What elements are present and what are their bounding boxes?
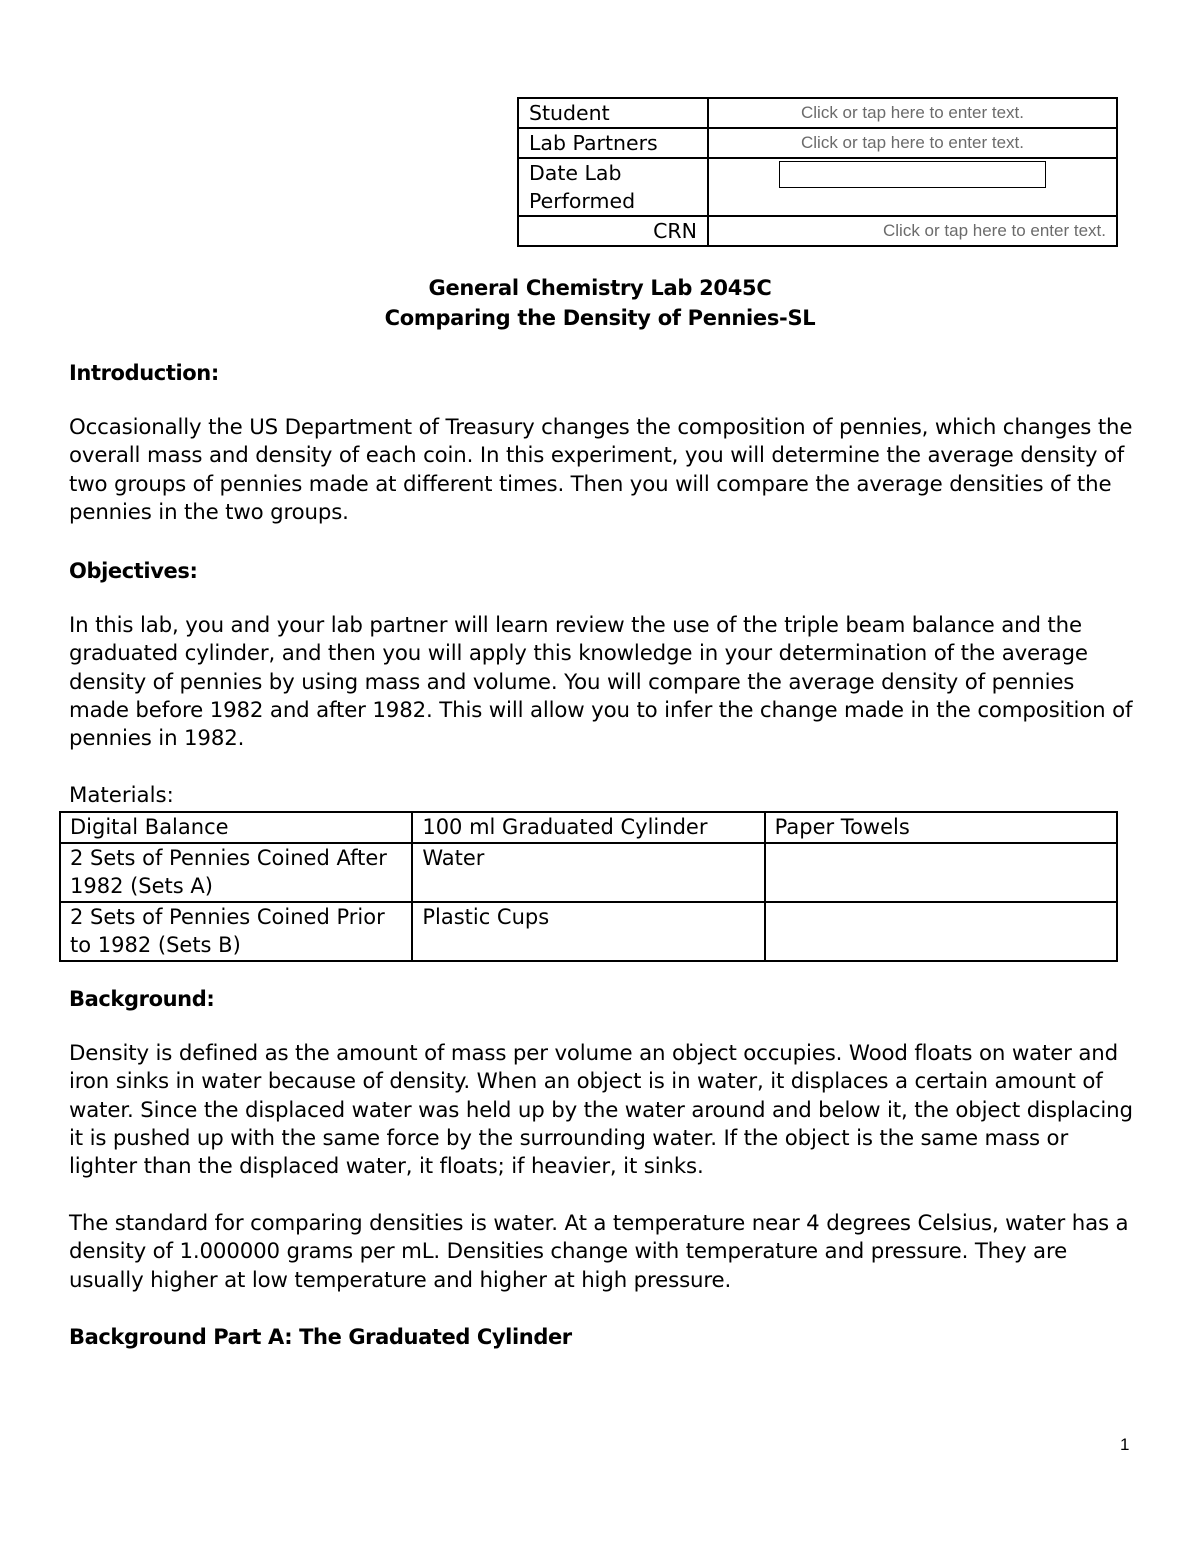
date-label-line1: Date Lab [529,161,622,185]
table-cell [765,902,1117,961]
table-cell [765,843,1117,902]
table-cell: Paper Towels [765,812,1117,843]
table-cell: Water [412,843,764,902]
materials-table [59,811,1118,962]
crn-label: CRN [518,216,708,246]
date-label-line2: Performed [529,189,636,213]
background-part-a-heading: Background Part A: The Graduated Cylinder [69,1325,572,1349]
table-cell: 100 ml Graduated Cylinder [412,812,764,843]
table-cell: 2 Sets of Pennies Coined Prior to 1982 (Sets B) [60,902,412,961]
table-cell: 2 Sets of Pennies Coined After 1982 (Sets A) [60,843,412,902]
introduction-paragraph: Occasionally the US Department of Treasury changes the composition of pennies, which changes the overall mass and density of each coin. In this experiment, you will determine the average density of two groups of pennies made at different times. Then you will compare the average densities of the pennies in the two groups. [69,415,1133,525]
introduction-text [69,414,1134,527]
background-paragraph-2: The standard for comparing densities is water. At a temperature near 4 degrees Celsius, water has a density of 1.000000 grams per mL. Densities change with temperature and pressure. They are usually higher at low temperature and higher at high pressure. [69,1211,1129,1293]
page-number: 1 [1120,1435,1130,1454]
date-picker-field[interactable] [779,161,1046,188]
table-cell: Digital Balance [60,812,412,843]
lab-title: Comparing the Density of Pennies-SL [384,306,816,330]
background-paragraph-1: Density is defined as the amount of mass per volume an object occupies. Wood floats on water and iron sinks in water because of density. When an object is in water, it displaces a certain amount of water. Since the displaced water was held up by the water around and below it, the object displacing it is pushed up with the same force by the surrounding water. If the object is the same mass or lighter than the displaced water, it floats; if heavier, it sinks. [69,1041,1133,1180]
objectives-heading: Objectives: [69,559,198,583]
table-cell: Plastic Cups [412,902,764,961]
course-title: General Chemistry Lab 2045C [428,276,772,300]
table-row [60,902,1117,961]
background-heading: Background: [69,987,215,1011]
background-text-2 [69,1210,1134,1295]
background-text-1 [69,1040,1134,1181]
date-performed-label [518,158,708,216]
student-field[interactable]: Click or tap here to enter text. [708,98,1117,128]
student-info-table [517,97,1118,247]
objectives-text [69,612,1134,753]
crn-field[interactable]: Click or tap here to enter text. [708,216,1117,246]
lab-partners-label: Lab Partners [518,128,708,158]
student-label: Student [518,98,708,128]
date-field-cell [708,158,1117,216]
materials-label: Materials: [69,783,174,808]
lab-partners-field[interactable]: Click or tap here to enter text. [708,128,1117,158]
objectives-paragraph: In this lab, you and your lab partner will learn review the use of the triple beam balance and the graduated cylinder, and then you will apply this knowledge in your determination of the average density of pennies by using mass and volume. You will compare the average density of pennies made before 1982 and after 1982. This will allow you to infer the change made in the composition of pennies in 1982. [69,613,1133,752]
table-row [60,843,1117,902]
introduction-heading: Introduction: [69,361,219,385]
table-row [60,812,1117,843]
